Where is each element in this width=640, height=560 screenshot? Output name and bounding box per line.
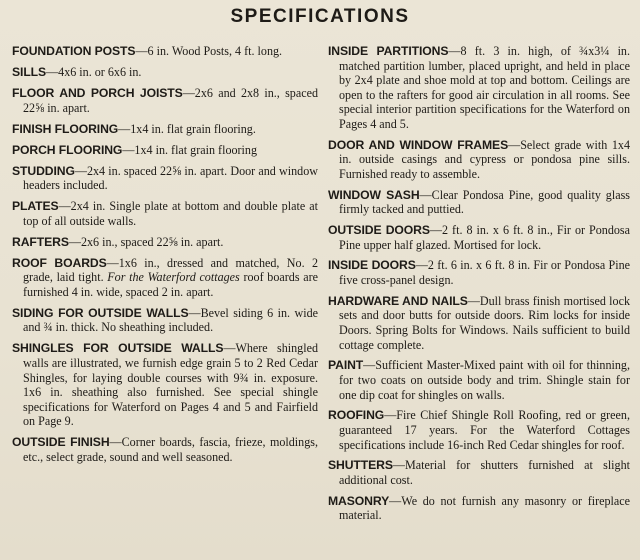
spec-item bbox=[12, 86, 318, 115]
spec-item bbox=[12, 341, 318, 429]
spec-text: —1x4 in. flat grain flooring bbox=[122, 142, 258, 157]
spec-text: —Clear Pondosa Pine, good quality glass firmly tacked and puttied. bbox=[339, 187, 630, 217]
spec-item bbox=[328, 458, 630, 487]
spec-heading: SILLS bbox=[12, 64, 47, 79]
spec-item bbox=[12, 306, 318, 335]
spec-text: —2 ft. 8 in. x 6 ft. 8 in., Fir or Pondosa Pine upper half glazed. Mortised for lock. bbox=[339, 223, 631, 252]
spec-item bbox=[328, 408, 630, 452]
spec-item bbox=[12, 256, 318, 300]
spec-text: —2x6 in., spaced 22⅝ in. apart. bbox=[68, 234, 224, 249]
spec-heading: SIDING FOR OUTSIDE WALLS bbox=[12, 305, 189, 320]
spec-heading: PAINT bbox=[328, 358, 364, 373]
spec-heading: ROOF BOARDS bbox=[12, 255, 107, 270]
spec-item bbox=[12, 122, 318, 137]
spec-item bbox=[12, 199, 318, 228]
spec-item bbox=[328, 188, 630, 217]
spec-item bbox=[328, 358, 630, 402]
spec-text: —Where shingled walls are illustrated, we furnish edge grain 5 to 2 Red Cedar Shingles, for laying double courses with 9¾ in. exposure. 1x6 in. sheathing also furnished. See special shingle specifications for Waterford on Pages 4 and 5 and Fairfield on Page 9. bbox=[23, 341, 318, 429]
spec-item bbox=[328, 44, 630, 132]
spec-text: —Fire Chief Shingle Roll Roofing, red or green, guaranteed 17 years. For the Waterford Cottages specifications include 16-inch Red Cedar shingles for roof. bbox=[339, 408, 630, 452]
spec-text: —Corner boards, fascia, frieze, moldings, etc., select grade, sound and well seasoned. bbox=[23, 435, 318, 464]
spec-heading: SHINGLES FOR OUTSIDE WALLS bbox=[12, 341, 224, 356]
spec-heading: OUTSIDE DOORS bbox=[328, 223, 430, 238]
spec-heading: HARDWARE AND NAILS bbox=[328, 293, 468, 308]
spec-heading: DOOR AND WINDOW FRAMES bbox=[328, 137, 509, 152]
spec-text: —8 ft. 3 in. high, of ¾x3¼ in. matched partition lumber, placed upright, and held in place by 2x4 plate and shoe mold at top and bottom. Ceilings are open to the rafters for good air circulation in all rooms. See special interior partition specifications for the Waterford on Pages 4 and 5. bbox=[339, 44, 630, 131]
spec-heading: FINISH FLOORING bbox=[12, 121, 119, 136]
spec-text: —2x6 and 2x8 in., spaced 22⅝ in. apart. bbox=[23, 85, 318, 115]
spec-text: —Material for shutters furnished at slight additional cost. bbox=[339, 458, 630, 487]
spec-text: —4x6 in. or 6x6 in. bbox=[46, 64, 142, 79]
spec-item bbox=[12, 164, 318, 193]
spec-item bbox=[328, 258, 630, 287]
page-title: SPECIFICATIONS bbox=[230, 6, 410, 27]
spec-heading: PLATES bbox=[12, 199, 59, 214]
spec-heading: INSIDE PARTITIONS bbox=[328, 44, 449, 58]
spec-item bbox=[12, 435, 318, 464]
spec-heading: FLOOR AND PORCH JOISTS bbox=[12, 85, 183, 100]
spec-text: —Dull brass finish mortised lock sets and door butts for outside doors. Rim locks for inside Doors. Spring Bolts for Windows. Nails sufficient to build cottage complete. bbox=[339, 293, 630, 352]
spec-item bbox=[328, 223, 630, 252]
spec-text: —2 ft. 6 in. x 6 ft. 8 in. Fir or Pondosa Pine five cross-panel design. bbox=[339, 258, 630, 288]
spec-heading: WINDOW SASH bbox=[328, 187, 420, 202]
spec-heading: RAFTERS bbox=[12, 234, 69, 249]
spec-item bbox=[12, 143, 318, 158]
spec-text: —1x4 in. flat grain flooring. bbox=[118, 121, 256, 136]
spec-item bbox=[328, 294, 630, 352]
spec-heading: OUTSIDE FINISH bbox=[12, 435, 110, 450]
spec-heading: FOUNDATION POSTS bbox=[12, 44, 136, 58]
spec-text: —Select grade with 1x4 in. outside casings and cypress or pondosa pine sills. Furnished ready to assemble. bbox=[339, 137, 630, 181]
spec-text-italic: For the Waterford cottages bbox=[107, 270, 240, 285]
right-column bbox=[328, 44, 630, 529]
spec-text: —Bevel siding 6 in. wide and ¾ in. thick. No sheathing included. bbox=[23, 305, 318, 335]
spec-heading: PORCH FLOORING bbox=[12, 142, 123, 157]
spec-heading: MASONRY bbox=[328, 493, 390, 508]
spec-heading: STUDDING bbox=[12, 163, 75, 178]
spec-item bbox=[328, 138, 630, 182]
left-column bbox=[12, 44, 318, 471]
spec-heading: SHUTTERS bbox=[328, 458, 393, 473]
spec-item bbox=[12, 65, 318, 80]
spec-text: roof boards are furnished 4 in. wide, spaced 2 in. apart. bbox=[23, 270, 318, 299]
spec-text: —2x4 in. spaced 22⅝ in. apart. Door and window headers included. bbox=[23, 163, 318, 193]
spec-text: —6 in. Wood Posts, 4 ft. long. bbox=[135, 44, 283, 58]
spec-heading: ROOFING bbox=[328, 408, 385, 423]
spec-item bbox=[328, 494, 630, 523]
spec-text: —1x6 in., dressed and matched, No. 2 grade, laid tight. bbox=[23, 255, 318, 285]
spec-item bbox=[12, 235, 318, 250]
spec-text: —We do not furnish any masonry or fireplace material. bbox=[339, 493, 630, 523]
spec-item bbox=[12, 44, 318, 59]
spec-text: —Sufficient Master-Mixed paint with oil for thinning, for two coats on outside body and trim. Shingle stain for one dip coat for shingles on walls. bbox=[339, 358, 630, 402]
spec-heading: INSIDE DOORS bbox=[328, 258, 416, 273]
spec-text: —2x4 in. Single plate at bottom and double plate at top of all outside walls. bbox=[23, 199, 318, 228]
